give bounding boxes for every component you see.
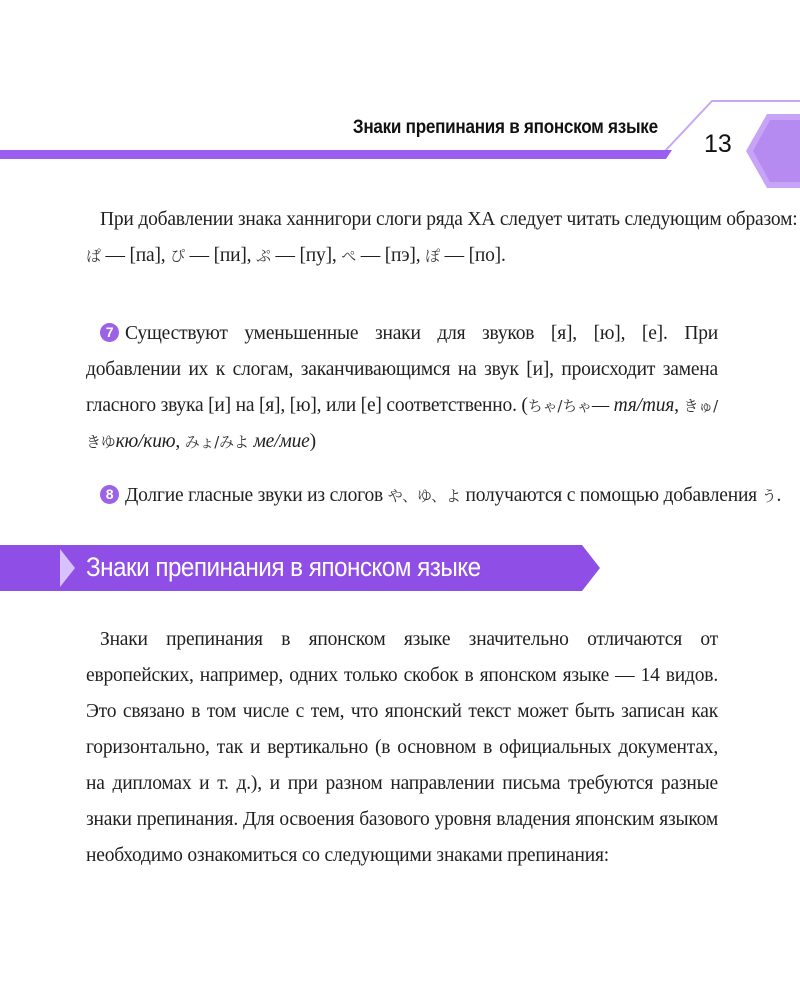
section-heading: Знаки препинания в японском языке: [86, 552, 481, 582]
kana-pa: ぱ: [86, 247, 101, 265]
example-separator: ,: [674, 395, 684, 416]
closing-paren: ): [309, 431, 316, 452]
small-kana-text: Существуют уменьшенные знаки для звуков [я], [ю], [е]. При добавлении их к слогам, заканчивающимся на звук [и], происходит замена гласного звука [и] на [я], [ю], или [е] соответственно. (: [86, 323, 718, 416]
example-kana-myo: みょ/みよ: [184, 433, 249, 451]
page-header: [0, 0, 800, 200]
example-reading-myo: ме/мие: [253, 431, 310, 452]
example-reading-kyu: кю/кию: [115, 431, 176, 452]
punctuation-text: Знаки препинания в японском языке значительно отличаются от европейских, например, одних только скобок в японском языке — 14 видов. Это связано в том числе с тем, что японский текст может быть записан как горизонтально, так и вертикально (в основном в официальных документах, на дипломах и т. д.), и при разном направлении письма требуются разные знаки препинания. Для освоения базового уровня владения японским языком необходимо ознакомиться со следующими знаками препинания:: [86, 629, 718, 866]
long-vowels-period: .: [776, 485, 782, 506]
long-vowels-paragraph: [86, 478, 782, 514]
item-number-badge: 8: [100, 485, 119, 504]
example-kana-cha: ちゃ/ちゃ: [527, 397, 592, 415]
kana-pu: ぷ: [256, 247, 271, 265]
reading-pe: — [пэ],: [360, 245, 421, 266]
hahiho-readings: [86, 238, 718, 274]
example-reading-cha: — тя/тия: [591, 395, 675, 416]
item-number-badge: 7: [100, 323, 119, 342]
punctuation-paragraph: [86, 622, 718, 874]
hahiho-intro: При добавлении знака ханнигори слоги ряда ХА следует читать следующим образом:: [100, 209, 798, 230]
kana-pi: ぴ: [170, 247, 185, 265]
kana-pe: ぺ: [341, 247, 357, 265]
reading-pu: — [пу],: [275, 245, 337, 266]
kana-po: ぽ: [425, 247, 440, 265]
page-number: 13: [704, 130, 732, 158]
long-vowels-text-before: Долгие гласные звуки из слогов: [125, 485, 384, 506]
small-kana-paragraph: [86, 316, 718, 460]
example-separator: ,: [175, 431, 185, 452]
header-decoration: [0, 0, 800, 200]
kana-ya-yu-yo: や、ゆ、よ: [387, 487, 461, 505]
reading-pi: — [пи],: [189, 245, 252, 266]
kana-u: う: [761, 487, 777, 505]
reading-po: — [по].: [444, 245, 506, 266]
example-kana-kyu: きゅ/きゆ: [86, 397, 718, 451]
hahiho-paragraph: [86, 202, 798, 274]
running-title: Знаки препинания в японском языке: [353, 117, 658, 138]
long-vowels-text-after: получаются с помощью добавления: [465, 485, 757, 506]
reading-pa: — [па],: [105, 245, 166, 266]
